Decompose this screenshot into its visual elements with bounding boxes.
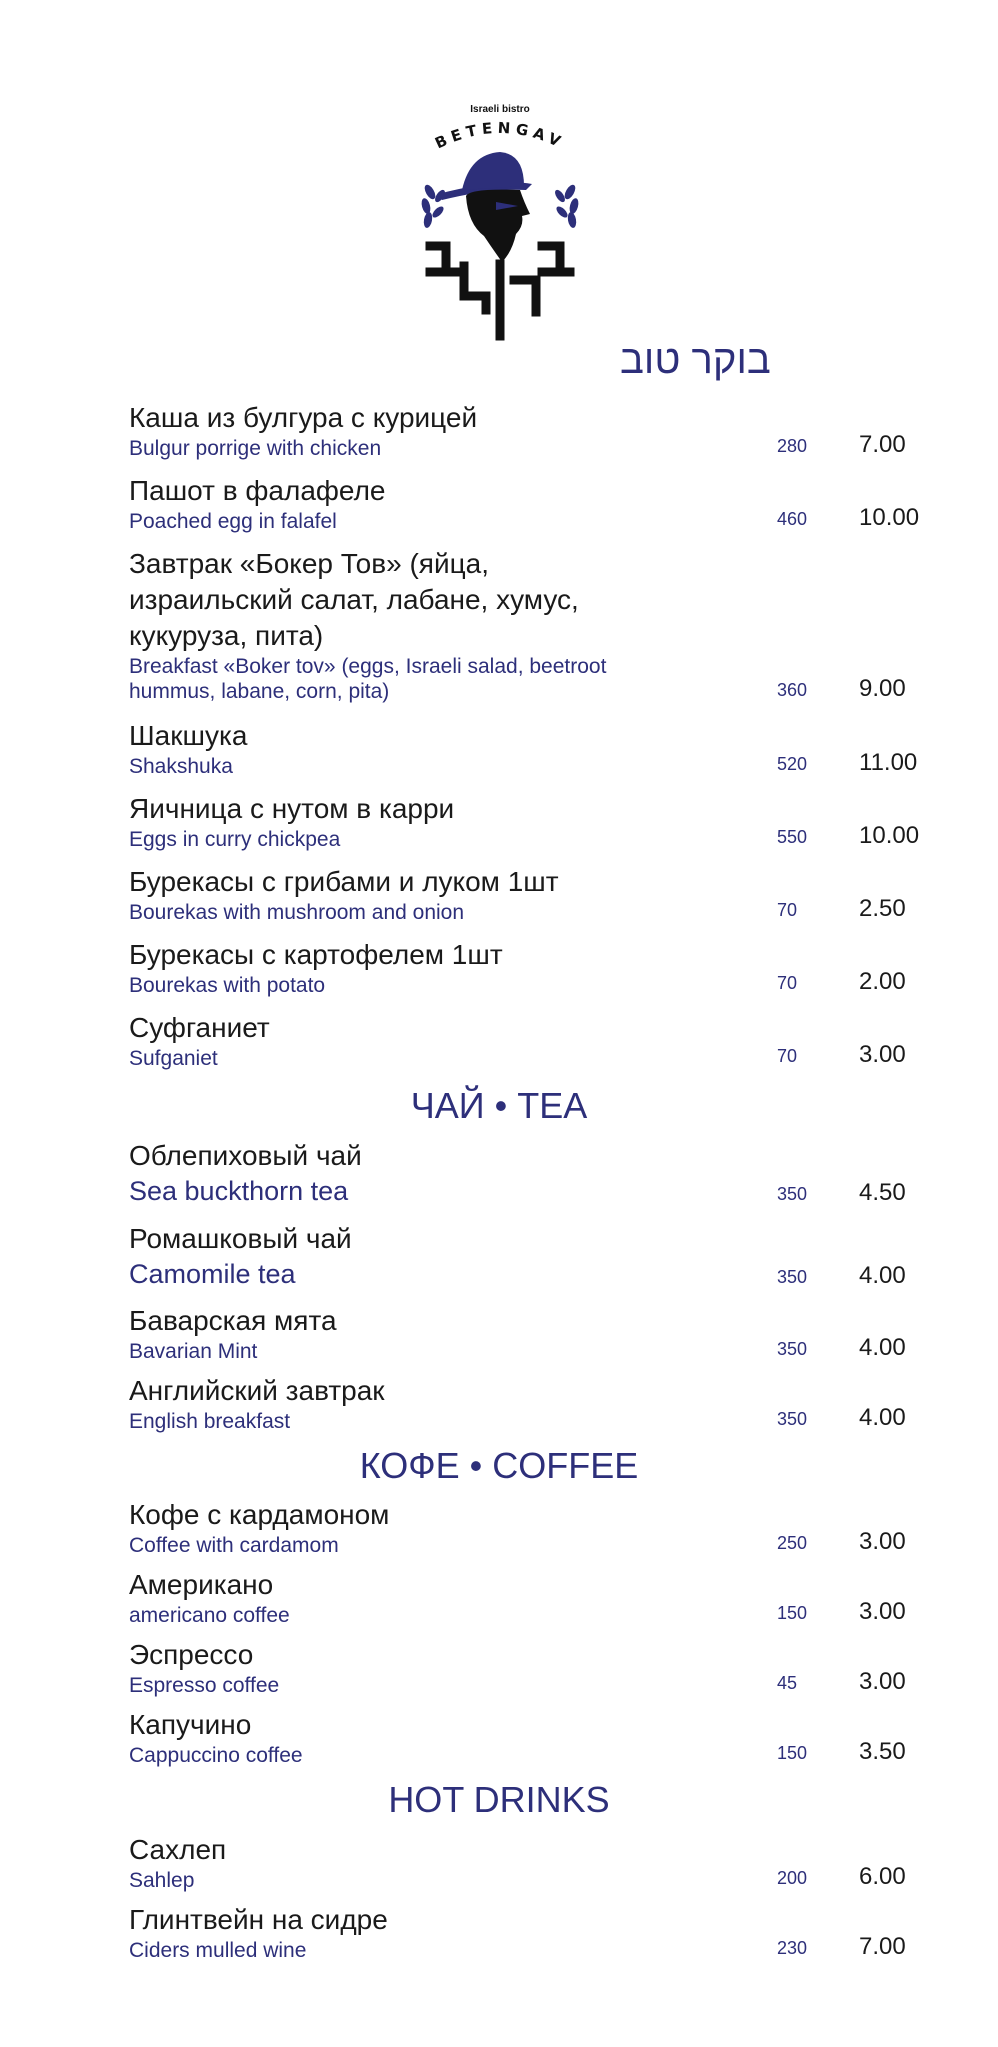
item-weight: 350 (777, 1339, 808, 1359)
item-weight: 70 (777, 973, 798, 993)
item-price: 7.00 (859, 1933, 906, 1960)
item-price: 4.00 (859, 1334, 906, 1361)
item-name-ru: Суфганиет (129, 1012, 270, 1043)
menu-item (129, 1497, 906, 1558)
menu-item (129, 1373, 906, 1434)
item-name-en: Bourekas with mushroom and onion (129, 901, 465, 924)
item-price: 4.00 (859, 1404, 906, 1431)
menu-item (129, 937, 906, 998)
svg-text:BETENGAV (432, 119, 568, 153)
item-name-en: Sufganiet (129, 1047, 218, 1070)
item-name-en: americano coffee (129, 1604, 290, 1627)
menu-item (129, 1567, 906, 1628)
section-title-tea: ЧАЙ • TEA (410, 1085, 588, 1126)
item-price: 4.00 (859, 1262, 906, 1289)
item-weight: 70 (777, 900, 798, 920)
item-price: 3.00 (859, 1598, 906, 1625)
item-name-ru: Бурекасы с грибами и луком 1шт (129, 866, 559, 897)
item-name-en: Poached egg in falafel (129, 510, 337, 533)
menu-item (129, 791, 920, 852)
item-weight: 280 (777, 436, 808, 456)
item-name-ru: Эспрессо (129, 1639, 254, 1670)
item-price: 6.00 (859, 1863, 906, 1890)
section-title-boker-tov: בוקר טוב (620, 338, 771, 382)
item-name-en: Ciders mulled wine (129, 1939, 307, 1962)
item-price: 11.00 (859, 749, 918, 776)
item-name-en: Camomile tea (129, 1259, 296, 1289)
item-name-en: Bourekas with potato (129, 974, 326, 997)
item-name-ru: Кофе с кардамоном (129, 1499, 390, 1530)
item-name-ru: Американо (129, 1569, 274, 1600)
item-weight: 45 (777, 1673, 798, 1693)
menu-item (129, 1303, 906, 1364)
item-weight: 230 (777, 1938, 808, 1958)
item-weight: 150 (777, 1603, 808, 1623)
menu-item (129, 718, 918, 779)
item-name-ru: Каша из булгура с курицей (129, 402, 478, 433)
section-title-coffee: КОФЕ • COFFEE (359, 1445, 639, 1486)
item-weight: 460 (777, 509, 808, 529)
item-name-ru: Завтрак «Бокер Тов» (яйца, израильский салат, лабане, хумус, кукуруза, пита) (129, 548, 579, 651)
logo-emblem-icon (400, 96, 600, 346)
item-name-en: Coffee with cardamom (129, 1534, 339, 1557)
item-name-ru: Сахлеп (129, 1834, 227, 1865)
item-name-en: Cappuccino coffee (129, 1744, 303, 1767)
item-weight: 350 (777, 1267, 808, 1287)
item-name-en: English breakfast (129, 1410, 291, 1433)
menu-item (129, 864, 906, 925)
item-price: 3.00 (859, 1041, 906, 1068)
item-weight: 360 (777, 680, 808, 700)
item-name-ru: Пашот в фалафеле (129, 475, 386, 506)
item-name-en: Eggs in curry chickpea (129, 828, 341, 851)
item-weight: 200 (777, 1868, 808, 1888)
item-weight: 150 (777, 1743, 808, 1763)
item-name-ru: Баварская мята (129, 1305, 337, 1336)
item-name-ru: Английский завтрак (129, 1375, 385, 1406)
item-name-ru: Бурекасы с картофелем 1шт (129, 939, 503, 970)
item-weight: 350 (777, 1409, 808, 1429)
item-price: 2.50 (859, 895, 906, 922)
item-price: 3.00 (859, 1528, 906, 1555)
item-price: 10.00 (859, 504, 920, 531)
item-name-ru: Шакшука (129, 720, 248, 751)
menu-item (129, 1902, 906, 1963)
item-weight: 350 (777, 1184, 808, 1204)
section-title-hot-drinks: HOT DRINKS (388, 1779, 610, 1820)
item-price: 7.00 (859, 431, 906, 458)
bistro-logo (400, 96, 600, 346)
item-name-ru: Яичница с нутом в карри (129, 793, 455, 824)
item-price: 10.00 (859, 822, 920, 849)
item-name-en: Breakfast «Boker tov» (eggs, Israeli salad, beetroot hummus, labane, corn, pita) (129, 655, 607, 703)
item-weight: 70 (777, 1046, 798, 1066)
menu-item (129, 1010, 906, 1071)
item-price: 2.00 (859, 968, 906, 995)
item-name-en: Shakshuka (129, 755, 233, 778)
logo-name: BETENGAV (432, 118, 568, 153)
menu-item (129, 1221, 906, 1291)
item-weight: 550 (777, 827, 808, 847)
item-price: 3.50 (859, 1738, 906, 1765)
item-name-en: Espresso coffee (129, 1674, 280, 1697)
item-name-ru: Облепиховый чай (129, 1140, 362, 1171)
item-price: 9.00 (859, 675, 906, 702)
item-name-ru: Глинтвейн на сидре (129, 1904, 388, 1935)
menu-item (129, 400, 906, 461)
menu-item (129, 546, 906, 704)
item-weight: 250 (777, 1533, 808, 1553)
item-weight: 520 (777, 754, 808, 774)
item-name-en: Sahlep (129, 1869, 195, 1892)
item-name-ru: Капучино (129, 1709, 252, 1740)
item-price: 3.00 (859, 1668, 906, 1695)
item-price: 4.50 (859, 1179, 906, 1206)
menu-item (129, 1138, 906, 1208)
item-name-en: Bavarian Mint (129, 1340, 258, 1363)
logo-tagline: Israeli bistro (470, 104, 530, 115)
menu-item (129, 473, 920, 534)
item-name-en: Sea buckthorn tea (129, 1176, 349, 1206)
menu-item (129, 1707, 906, 1768)
item-name-ru: Ромашковый чай (129, 1223, 352, 1254)
menu-item (129, 1637, 906, 1698)
item-name-en: Bulgur porrige with chicken (129, 437, 382, 460)
menu-item (129, 1832, 906, 1893)
